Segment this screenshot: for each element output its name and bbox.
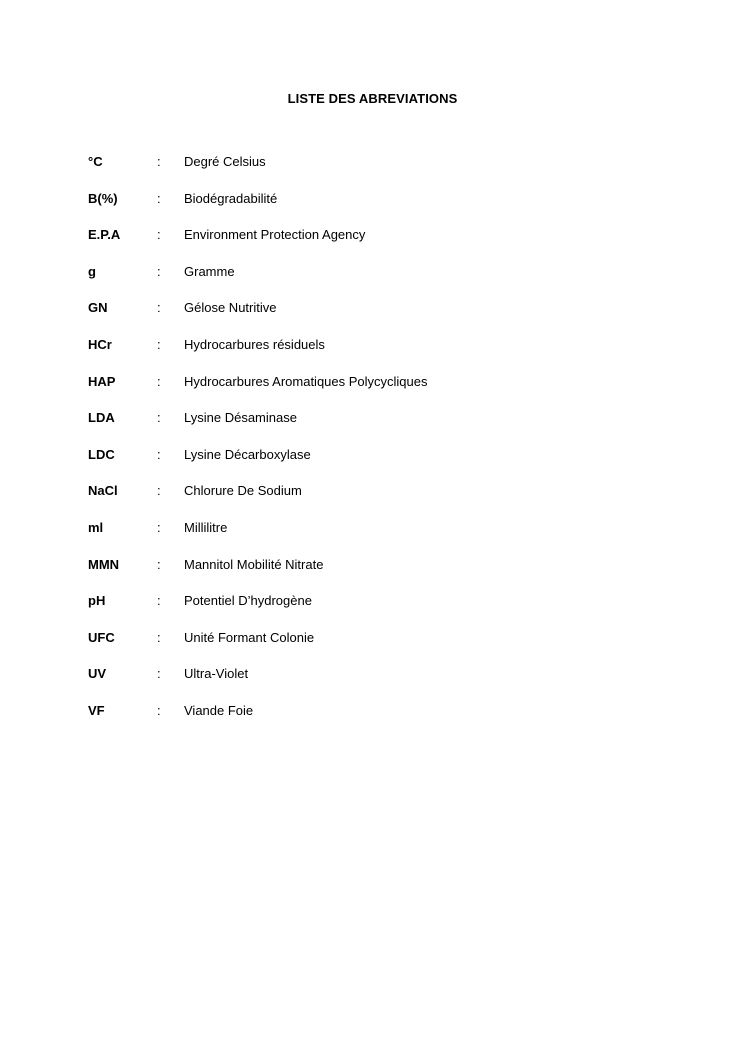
abbreviation-code: MMN: [88, 556, 120, 572]
abbreviation-row: [88, 702, 648, 739]
abbreviation-code: E.P.A: [88, 227, 121, 243]
abbreviation-code: UFC: [88, 629, 115, 645]
abbreviation-definition: Unité Formant Colonie: [184, 629, 315, 645]
abbreviation-separator: :: [157, 483, 161, 499]
abbreviation-separator: :: [157, 154, 161, 169]
abbreviation-definition: Mannitol Mobilité Nitrate: [184, 556, 324, 572]
abbreviation-code: LDA: [88, 410, 115, 426]
abbreviation-row: [88, 226, 648, 263]
abbreviation-separator: :: [157, 593, 161, 609]
abbreviation-row: [88, 336, 648, 373]
abbreviation-definition: Potentiel D’hydrogène: [184, 593, 312, 609]
abbreviation-row: [88, 482, 648, 519]
abbreviation-definition: Lysine Désaminase: [184, 410, 297, 426]
abbreviation-code: ml: [88, 519, 104, 535]
abbreviation-code: NaCl: [88, 483, 118, 499]
abbreviation-row: [88, 153, 648, 190]
abbreviation-row: [88, 556, 648, 593]
abbreviation-definition: Biodégradabilité: [184, 190, 278, 206]
abbreviation-separator: :: [157, 373, 161, 389]
abbreviation-separator: :: [157, 410, 161, 426]
abbreviation-definition: Lysine Décarboxylase: [184, 446, 311, 462]
page-title: LISTE DES ABREVIATIONS: [287, 91, 458, 106]
abbreviation-row: [88, 263, 648, 300]
abbreviation-row: [88, 373, 648, 410]
abbreviation-separator: :: [157, 300, 161, 316]
abbreviation-row: [88, 629, 648, 666]
abbreviation-separator: :: [157, 666, 161, 682]
abbreviation-definition: Ultra-Violet: [184, 666, 249, 682]
abbreviation-code: UV: [88, 666, 107, 682]
abbreviation-code: g: [88, 263, 96, 279]
abbreviation-row: [88, 519, 648, 556]
abbreviation-separator: :: [157, 263, 161, 279]
abbreviation-separator: :: [157, 336, 161, 352]
abbreviation-definition: Hydrocarbures résiduels: [184, 336, 325, 352]
abbreviation-code: GN: [88, 300, 108, 316]
abbreviation-definition: Degré Celsius: [184, 154, 266, 169]
abbreviation-code: B(%): [88, 190, 118, 206]
abbreviation-definition: Gélose Nutritive: [184, 300, 277, 316]
abbreviation-separator: :: [157, 190, 161, 206]
abbreviation-code: HAP: [88, 373, 116, 389]
abbreviation-list: [88, 153, 648, 739]
abbreviation-row: [88, 299, 648, 336]
abbreviation-definition: Hydrocarbures Aromatiques Polycycliques: [184, 373, 428, 389]
abbreviation-code: pH: [88, 593, 106, 609]
abbreviation-separator: :: [157, 702, 161, 718]
abbreviation-row: [88, 409, 648, 446]
abbreviation-row: [88, 592, 648, 629]
abbreviation-separator: :: [157, 227, 161, 243]
abbreviation-definition: Millilitre: [184, 519, 228, 535]
abbreviation-code: LDC: [88, 446, 115, 462]
abbreviation-row: [88, 190, 648, 227]
abbreviation-separator: :: [157, 556, 161, 572]
abbreviation-code: VF: [88, 702, 105, 718]
abbreviation-definition: Environment Protection Agency: [184, 227, 366, 243]
abbreviation-separator: :: [157, 446, 161, 462]
abbreviation-row: [88, 446, 648, 483]
abbreviation-definition: Viande Foie: [184, 702, 254, 718]
abbreviation-code: HCr: [88, 336, 112, 352]
abbreviation-row: [88, 665, 648, 702]
abbreviation-definition: Chlorure De Sodium: [184, 483, 302, 499]
abbreviation-separator: :: [157, 629, 161, 645]
abbreviation-separator: :: [157, 519, 161, 535]
abbreviation-code: °C: [88, 154, 103, 169]
abbreviation-definition: Gramme: [184, 263, 235, 279]
